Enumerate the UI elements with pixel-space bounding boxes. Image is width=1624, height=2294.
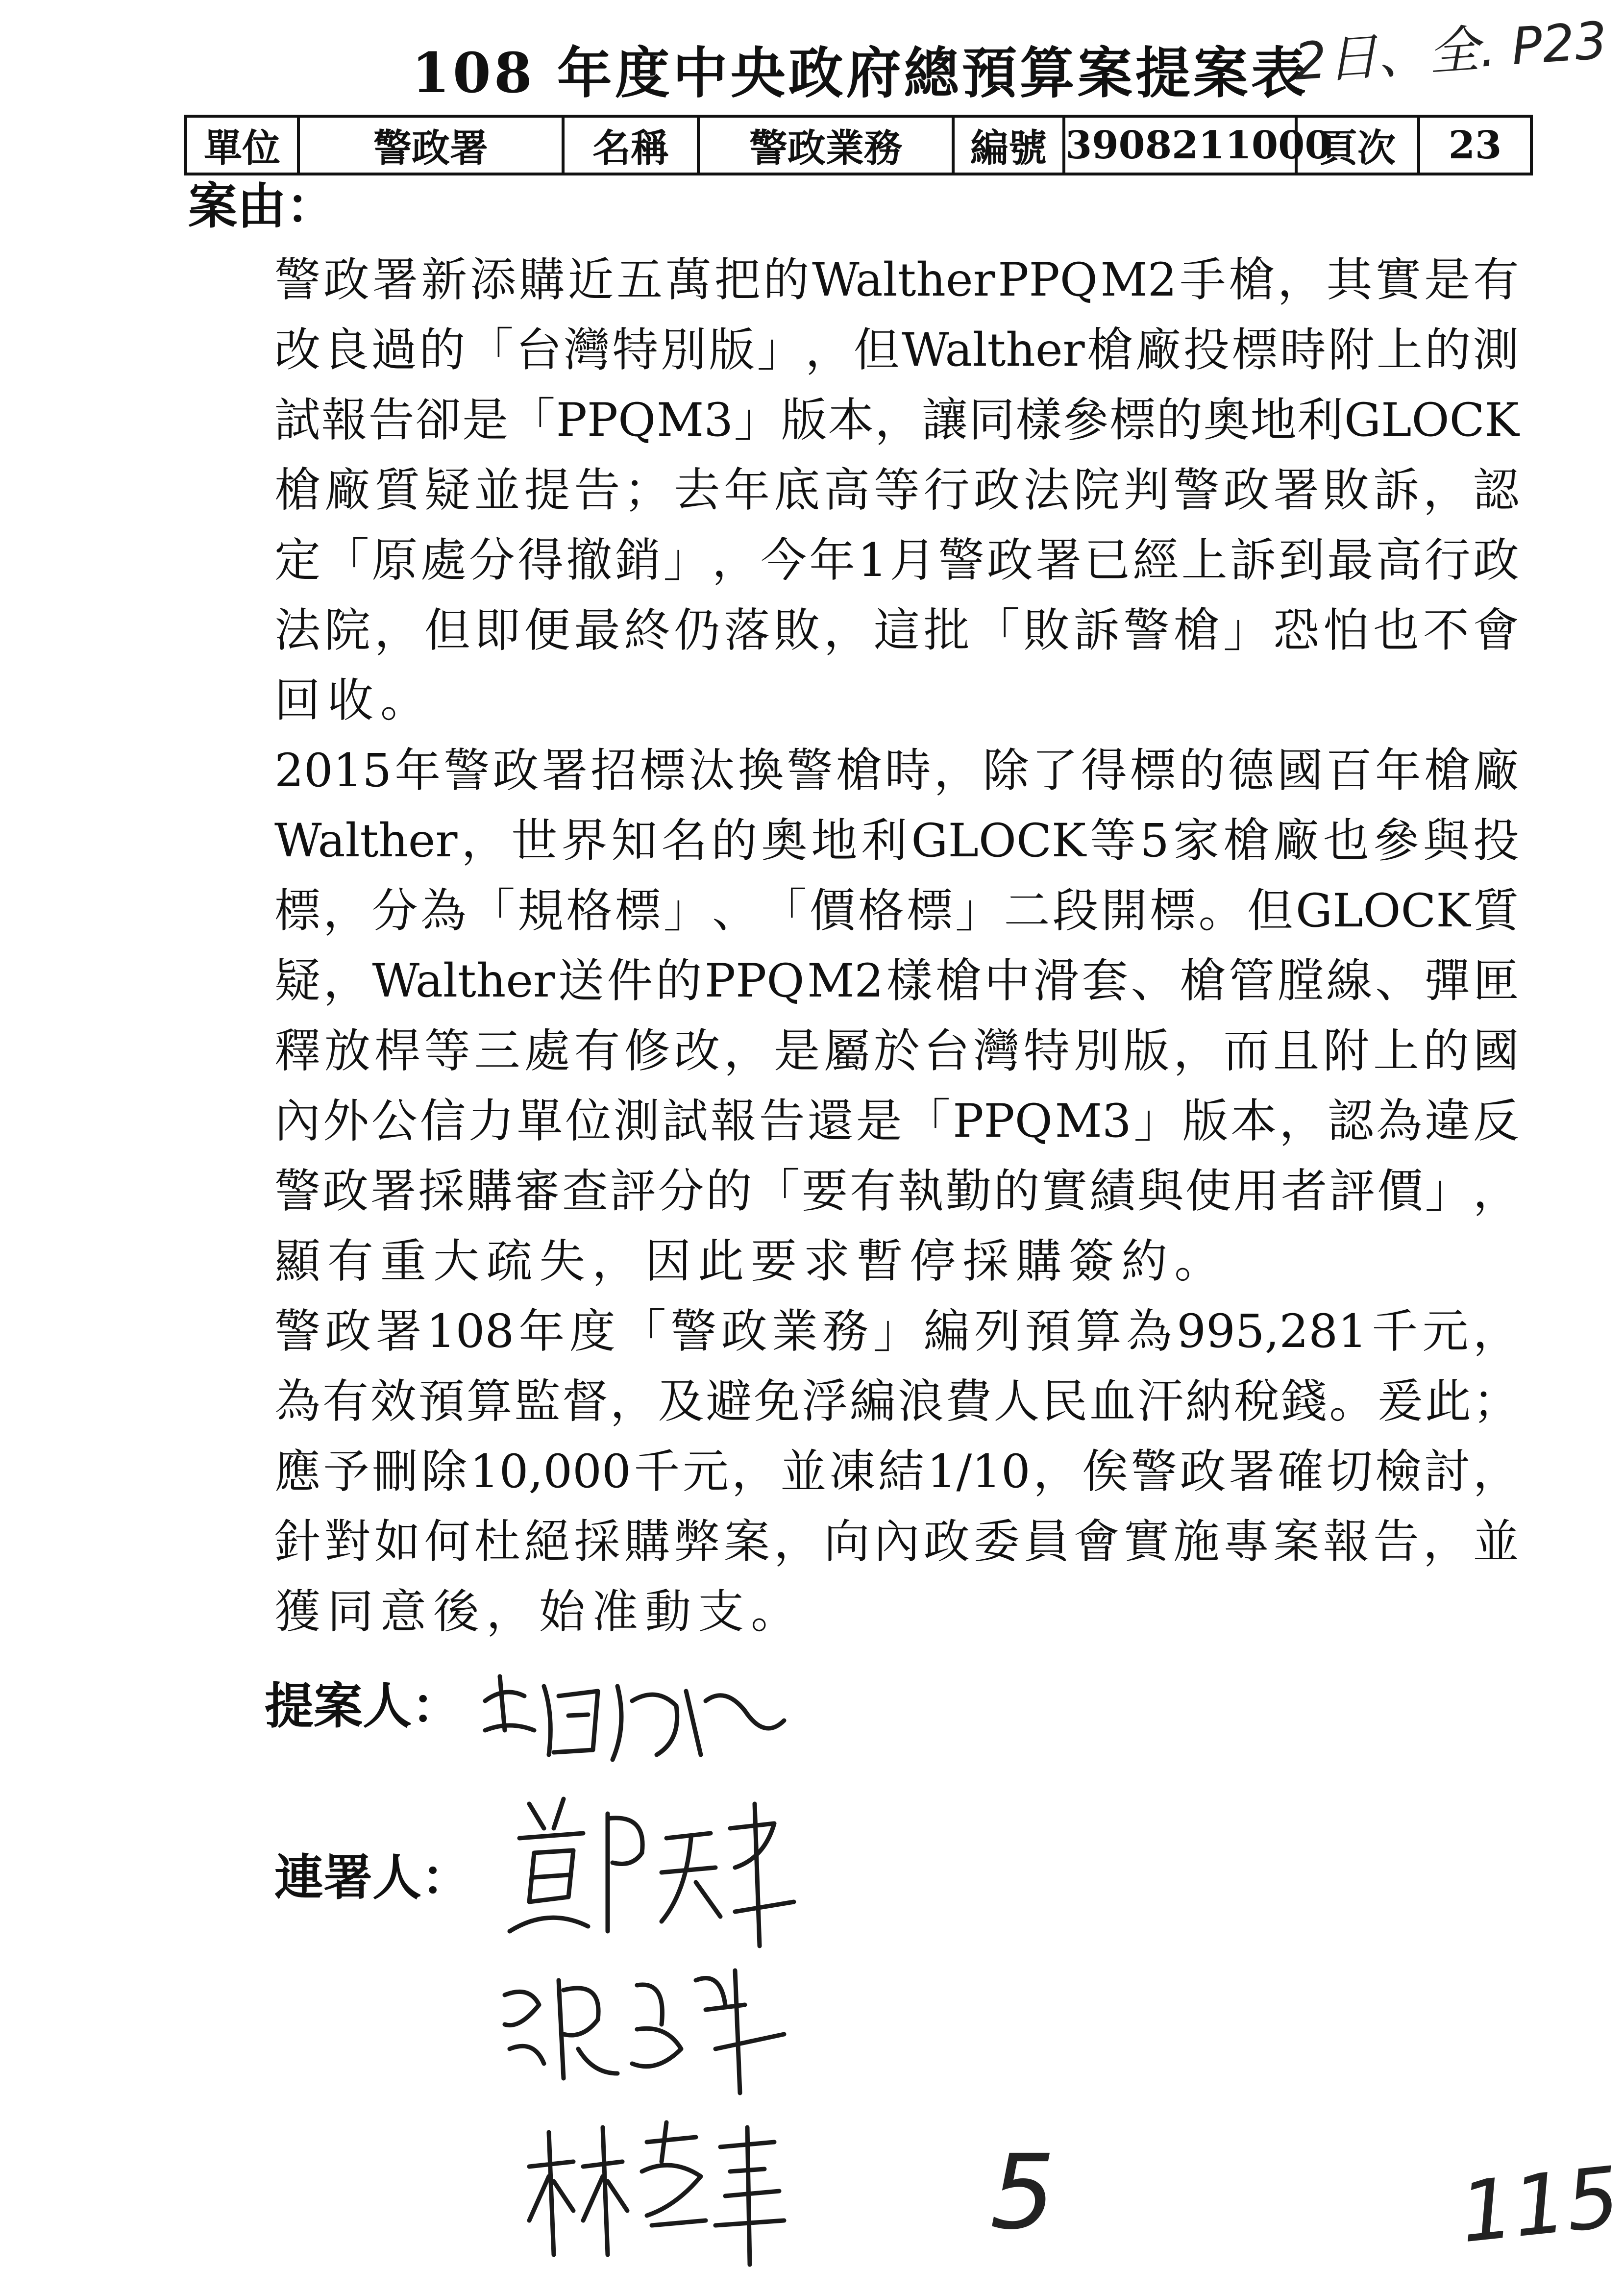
body-line: 為 有 效 預 算 監 督 ， 及 避 免 浮 編 浪 費 人 民 血 汗 納 稅 錢 。 爰 此 ； [274,1375,1519,1428]
page-label: 頁次 [1296,116,1419,174]
proposer-signature [470,1657,794,1784]
cosigner-label: 連署人： [274,1848,470,1906]
unit-value: 警政署 [298,116,563,174]
body-line: 改 良 過 的 「 台 灣 特 別 版 」 ， 但 Walther 槍 廠 投 標 時 附 上 的 測 [274,324,1519,377]
handwritten-mark: 5 [990,2132,1056,2252]
page-value: 23 [1419,116,1531,174]
body-line: 警 政 署 採 購 審 查 評 分 的 「 要 有 執 勤 的 實 績 與 使 用 者 評 價 」 ， [274,1165,1519,1218]
body-line: 疑 ， Walther 送 件 的 PPQ M2 樣 槍 中 滑 套 、 槍 管 膛 線 、 彈 匣 [274,954,1519,1008]
cosigner-signature-3 [519,2108,794,2269]
body-line: 釋 放 桿 等 三 處 有 修 改 ， 是 屬 於 台 灣 特 別 版 ， 而 且 附 上 的 國 [274,1024,1519,1078]
body-line: 顯 有 重 大 疏 失 ， 因 此 要 求 暫 停 採 購 簽 約 。 [274,1235,1221,1288]
case-label: 案由： [188,177,335,235]
name-value: 警政業務 [698,116,953,174]
body-line: 定 「 原 處 分 得 撤 銷 」 ， 今 年 1 月 警 政 署 已 經 上 訴 到 最 高 行 政 [274,534,1519,587]
proposer-label: 提案人： [265,1677,461,1735]
case-body [274,245,1519,1647]
code-label: 編號 [953,116,1064,174]
body-line: 警 政 署 新 添 購 近 五 萬 把 的 Walther PPQ M2 手 槍 ， 其 實 是 有 [274,253,1519,307]
code-value: 3908211000 [1064,116,1296,174]
page-number: 115 [1455,2148,1624,2262]
body-line: 回 收 。 [274,674,427,727]
body-line: 2015 年 警 政 署 招 標 汰 換 警 槍 時 ， 除 了 得 標 的 德 國 百 年 槍 廠 [274,744,1519,798]
body-line: 標 ， 分 為 「 規 格 標 」 、 「 價 格 標 」 二 段 開 標 。 但 GLOCK 質 [274,884,1519,938]
info-table [184,115,1533,175]
cosigner-signature-2 [490,1951,794,2098]
handwritten-corner-note: 2日、全. P23 [1292,10,1609,92]
body-line: 槍 廠 質 疑 並 提 告 ； 去 年 底 高 等 行 政 法 院 判 警 政 署 敗 訴 ， 認 [274,464,1519,517]
body-line: 內 外 公 信 力 單 位 測 試 報 告 還 是 「 PPQ M3 」 版 本 ， 認 為 違 反 [274,1095,1519,1148]
body-line: Walther ， 世 界 知 名 的 奧 地 利 GLOCK 等 5 家 槍 廠 也 參 與 投 [274,814,1519,868]
page-title: 108 年度中央政府總預算案提案表 [412,41,1309,105]
body-line: 法 院 ， 但 即 便 最 終 仍 落 敗 ， 這 批 「 敗 訴 警 槍 」 恐 怕 也 不 會 [274,604,1519,657]
body-line: 警 政 署 108 年 度 「 警 政 業 務 」 編 列 預 算 為 995,281 千 元 ， [274,1305,1519,1358]
body-line: 應 予 刪 除 10,000 千 元 ， 並 凍 結 1/10 ， 俟 警 政 署 確 切 檢 討 ， [274,1445,1519,1498]
body-line: 獲 同 意 後 ， 始 准 動 支 。 [274,1585,797,1639]
body-line: 針 對 如 何 杜 絕 採 購 弊 案 ， 向 內 政 委 員 會 實 施 專 案 報 告 ， 並 [274,1515,1519,1569]
cosigner-signature-1 [500,1784,804,1951]
unit-label: 單位 [186,116,298,174]
body-line: 試 報 告 卻 是 「 PPQ M3 」 版 本 ， 讓 同 樣 參 標 的 奧 地 利 GLOCK [274,394,1519,447]
name-label: 名稱 [563,116,698,174]
